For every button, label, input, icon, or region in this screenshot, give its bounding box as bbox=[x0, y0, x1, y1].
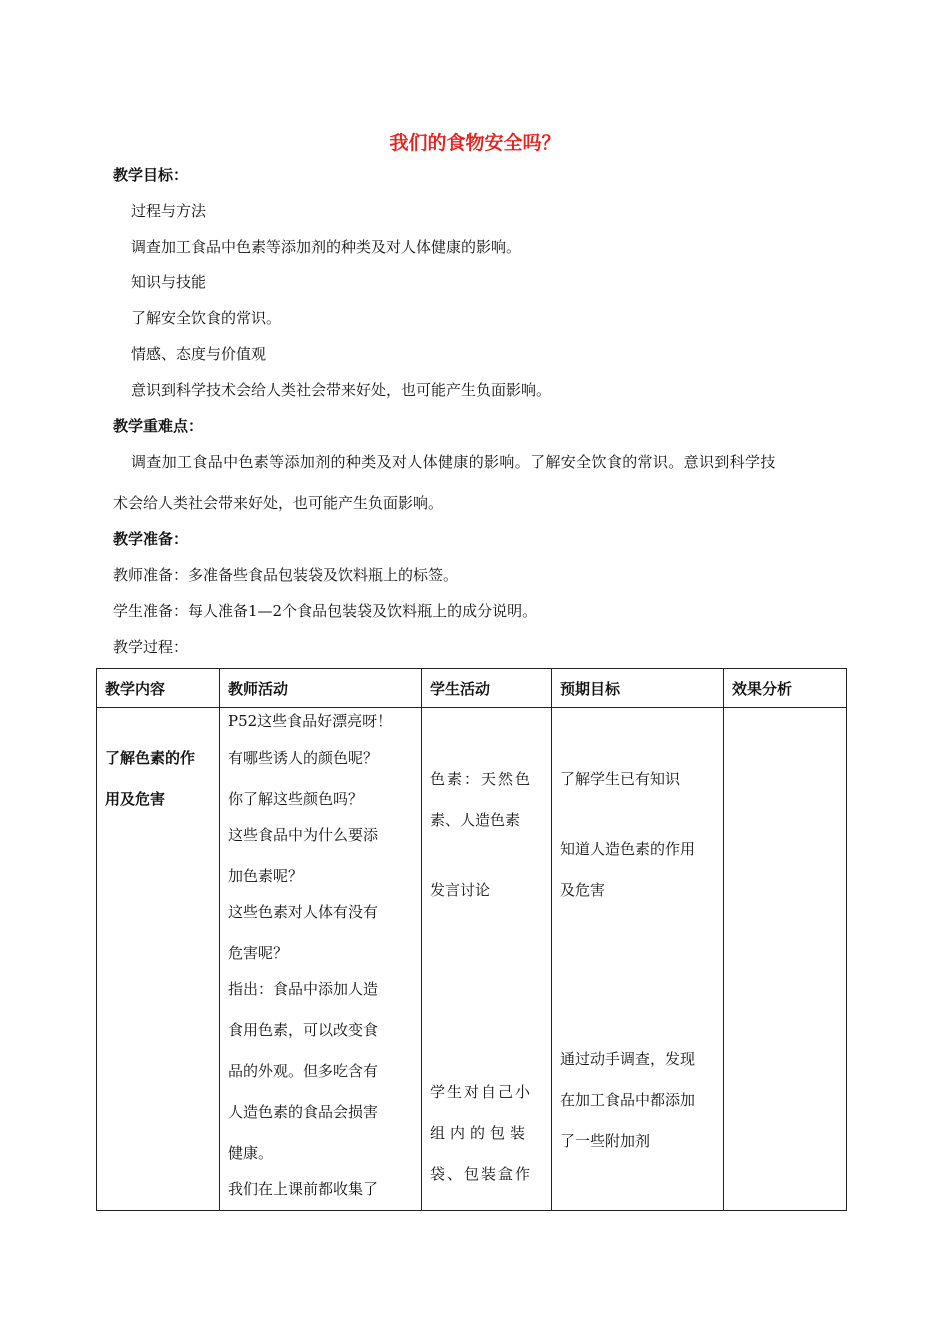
preparation-heading: 教学准备： bbox=[113, 530, 189, 548]
teacher-line: 人造色素的食品会损害 bbox=[228, 1103, 379, 1121]
objective-line: 过程与方法 bbox=[131, 202, 207, 220]
table-header-row bbox=[97, 669, 847, 708]
header-effect-analysis: 效果分析 bbox=[724, 669, 847, 708]
teacher-line: 有哪些诱人的颜色呢？ bbox=[228, 749, 379, 767]
student-line: 袋、包装盒作 bbox=[430, 1165, 533, 1183]
student-line: 色素：天然色 bbox=[430, 770, 533, 788]
objective-line: 了解安全饮食的常识。 bbox=[131, 309, 282, 327]
content-line: 用及危害 bbox=[105, 790, 166, 808]
teacher-line: 食用色素，可以改变食 bbox=[228, 1021, 379, 1039]
teacher-line: 品的外观。但多吃含有 bbox=[228, 1062, 379, 1080]
lesson-table bbox=[96, 668, 847, 1211]
teacher-line: 我们在上课前都收集了 bbox=[228, 1180, 379, 1198]
teacher-line: P52这些食品好漂亮呀！ bbox=[228, 712, 393, 730]
objective-line: 情感、态度与价值观 bbox=[131, 345, 267, 363]
student-line: 组内的包装 bbox=[430, 1124, 531, 1142]
teacher-line: 健康。 bbox=[228, 1144, 274, 1162]
header-student-activity: 学生活动 bbox=[422, 669, 552, 708]
content-line: 了解色素的作 bbox=[105, 749, 196, 767]
document-title: 我们的食物安全吗？ bbox=[389, 132, 561, 154]
cell-student-activity bbox=[422, 708, 552, 1211]
teacher-preparation: 教师准备：多准备些食品包装袋及饮料瓶上的标签。 bbox=[113, 566, 459, 584]
cell-content bbox=[97, 708, 220, 1211]
objectives-heading: 教学目标： bbox=[113, 166, 189, 184]
student-preparation: 学生准备：每人准备1—2个食品包装袋及饮料瓶上的成分说明。 bbox=[113, 602, 538, 620]
cell-effect-analysis bbox=[724, 708, 847, 1211]
teacher-line: 这些食品中为什么要添 bbox=[228, 826, 379, 844]
goal-line: 了一些附加剂 bbox=[560, 1132, 651, 1150]
teacher-line: 这些色素对人体有没有 bbox=[228, 903, 379, 921]
goal-line: 知道人造色素的作用 bbox=[560, 840, 696, 858]
header-content: 教学内容 bbox=[97, 669, 220, 708]
objective-line: 知识与技能 bbox=[131, 273, 207, 291]
goal-line: 在加工食品中都添加 bbox=[560, 1091, 696, 1109]
student-line: 素、人造色素 bbox=[430, 811, 521, 829]
teacher-line: 指出：食品中添加人造 bbox=[228, 980, 379, 998]
student-line: 发言讨论 bbox=[430, 881, 491, 899]
key-points-line: 调查加工食品中色素等添加剂的种类及对人体健康的影响。了解安全饮食的常识。意识到科学技 bbox=[131, 453, 776, 471]
cell-expected-goal bbox=[552, 708, 724, 1211]
teacher-line: 你了解这些颜色吗？ bbox=[228, 790, 364, 808]
key-points-line: 术会给人类社会带来好处，也可能产生负面影响。 bbox=[113, 494, 444, 512]
key-points-heading: 教学重难点： bbox=[113, 417, 204, 435]
goal-line: 了解学生已有知识 bbox=[560, 770, 681, 788]
cell-teacher-activity bbox=[220, 708, 422, 1211]
goal-line: 通过动手调查，发现 bbox=[560, 1050, 696, 1068]
header-teacher-activity: 教师活动 bbox=[220, 669, 422, 708]
teacher-line: 加色素呢？ bbox=[228, 867, 304, 885]
process-label: 教学过程： bbox=[113, 638, 189, 656]
student-line: 学生对自己小 bbox=[430, 1083, 533, 1101]
table-row bbox=[97, 708, 847, 1211]
objective-line: 调查加工食品中色素等添加剂的种类及对人体健康的影响。 bbox=[131, 238, 522, 256]
header-expected-goal: 预期目标 bbox=[552, 669, 724, 708]
goal-line: 及危害 bbox=[560, 881, 606, 899]
objective-line: 意识到科学技术会给人类社会带来好处，也可能产生负面影响。 bbox=[131, 381, 552, 399]
teacher-line: 危害呢？ bbox=[228, 944, 289, 962]
